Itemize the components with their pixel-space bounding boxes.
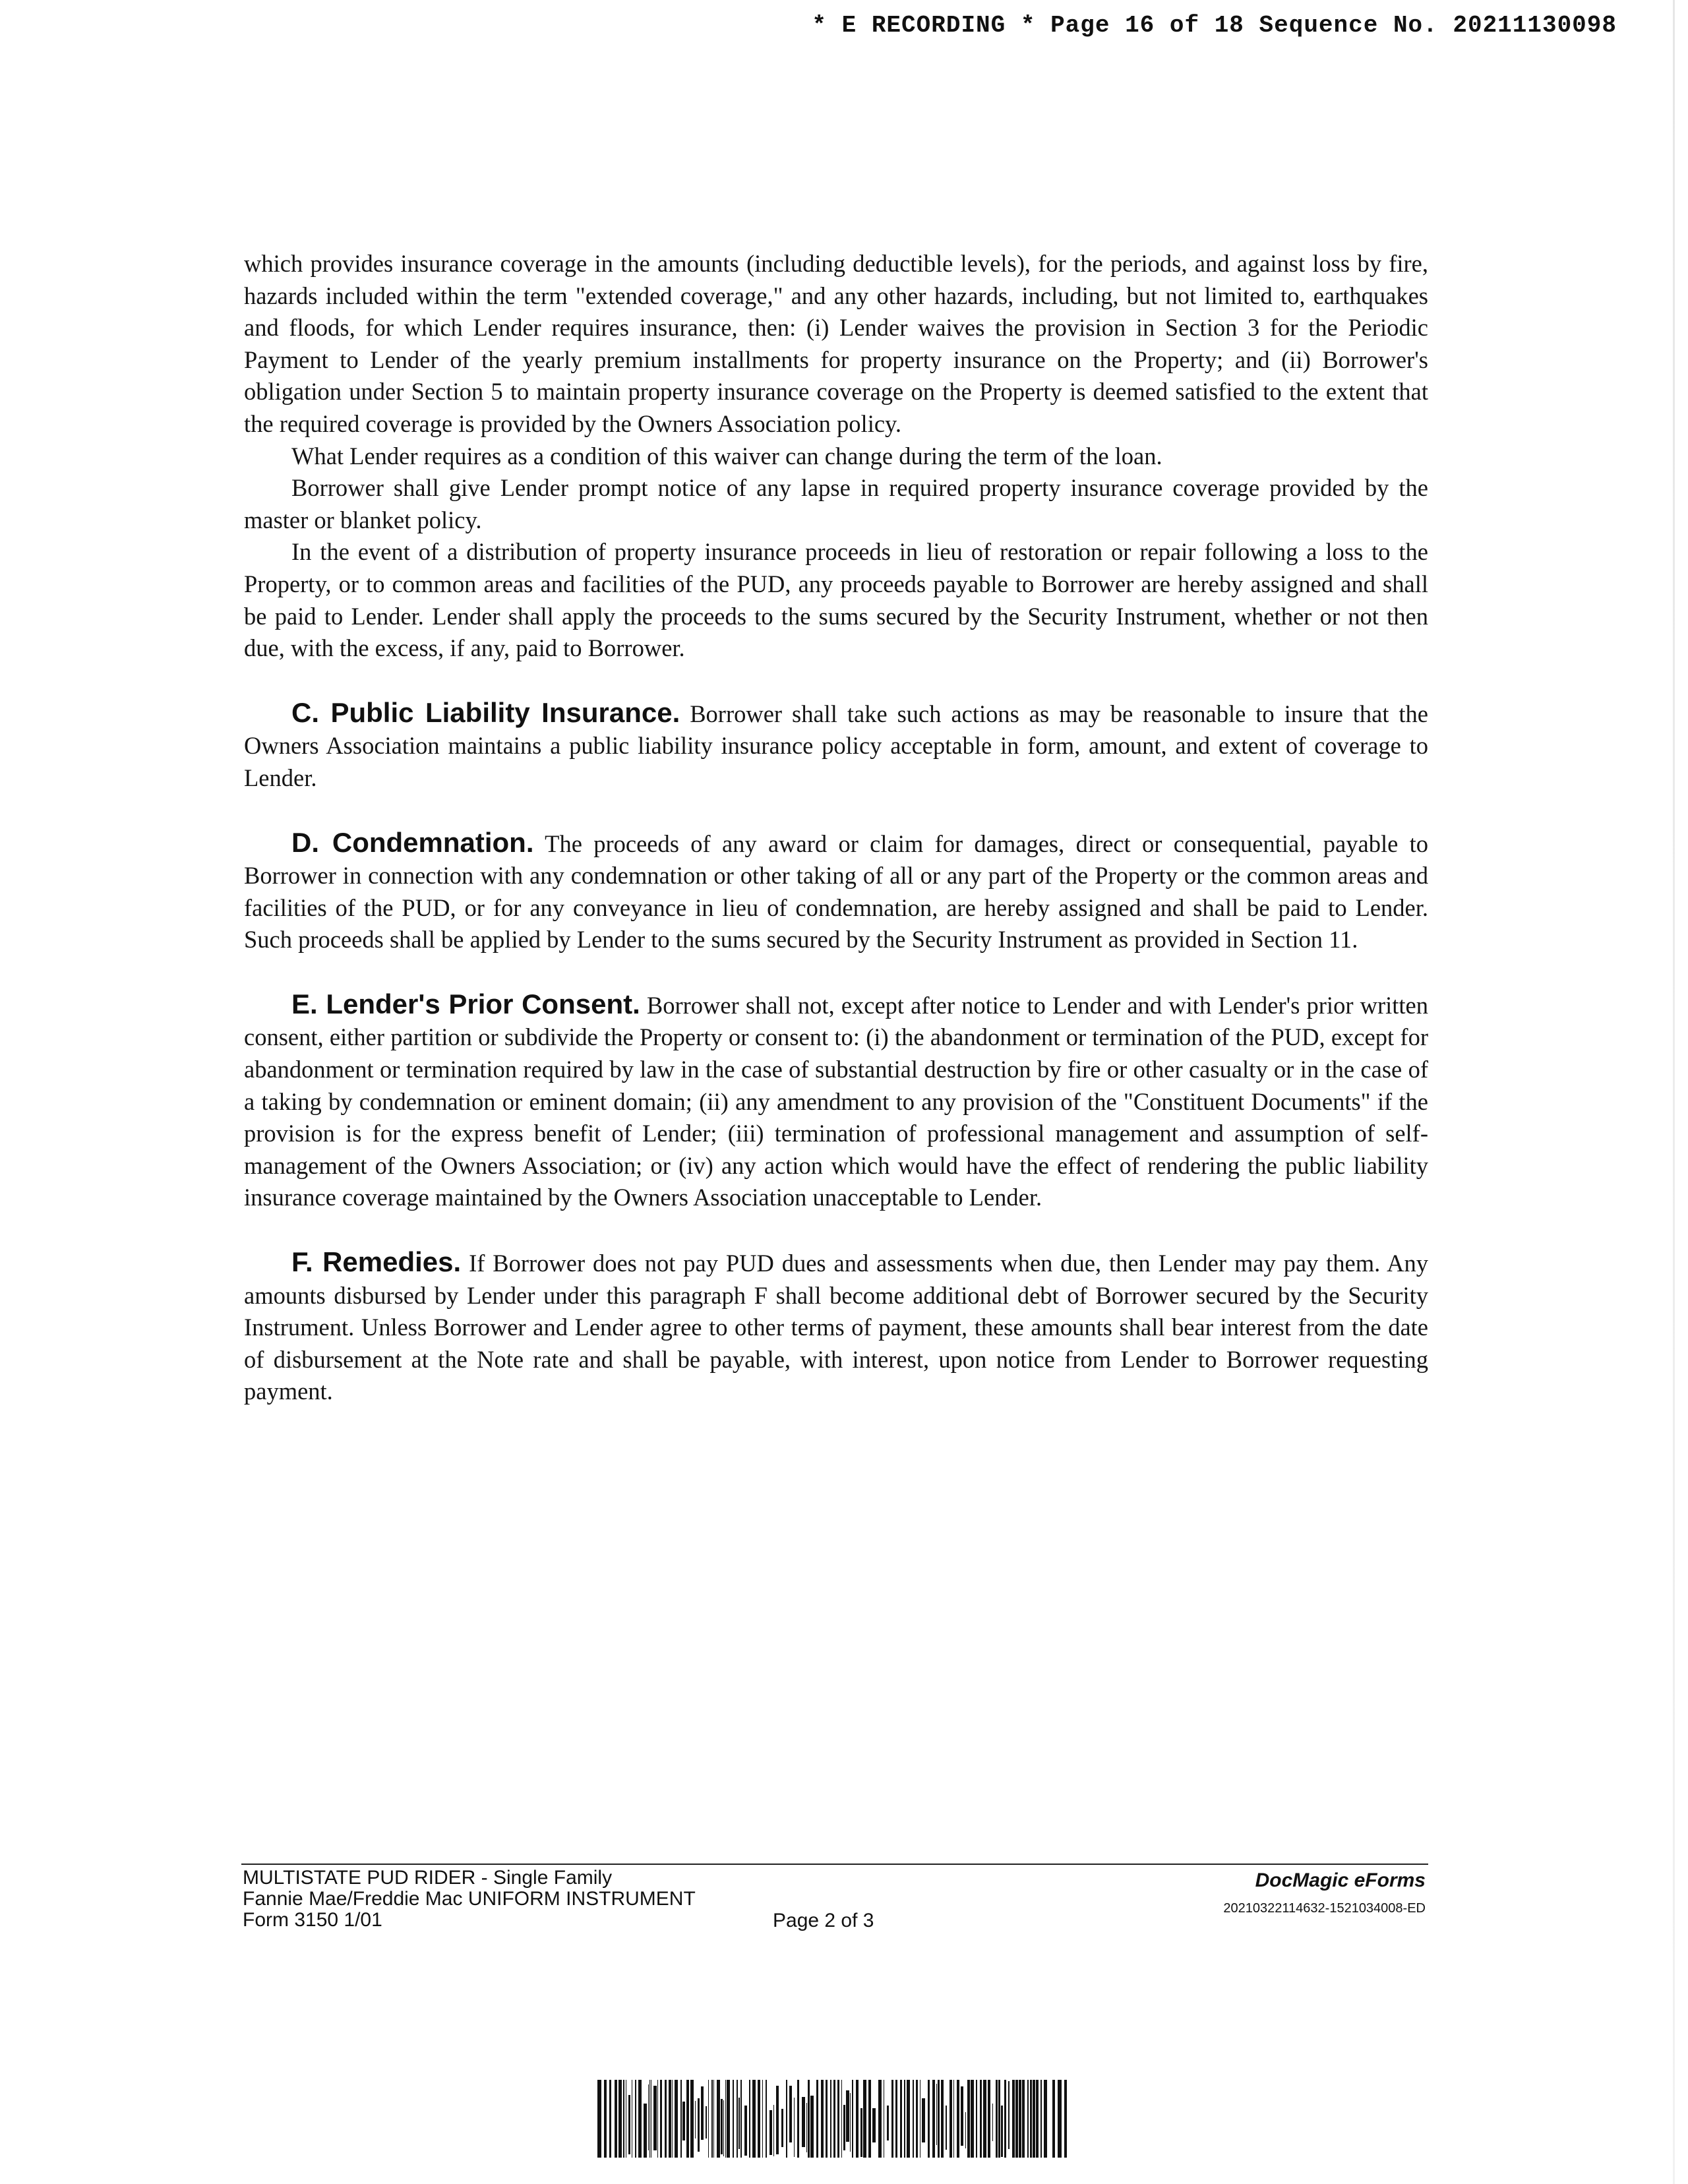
docmagic-logo: DocMagic eForms bbox=[1255, 1869, 1426, 1891]
paragraph-distribution: In the event of a distribution of property insurance proceeds in lieu of restoration or repair following a loss to the Property, or to common areas and facilities of the PUD, any proceeds payable to Borrower are hereby assigned and shall be paid to Lender. Lender shall apply the proceeds to the sums secured by the Security Instrument, whether or not then due, with the excess, if any, paid to Borrower. bbox=[244, 538, 1428, 662]
section-f-text: If Borrower does not pay PUD dues and assessments when due, then Lender may pay them. Any amounts disbursed by Lender under this paragraph F shall become additional debt of Borrower secured by the Security Instrument. Unless Borrower and Lender agree to other terms of payment, these amounts shall bear interest from the date of disbursement at the Note rate and shall be payable, with interest, upon notice from Lender to Borrower requesting payment. bbox=[244, 1250, 1428, 1405]
document-code: 20210322114632-1521034008-ED bbox=[1223, 1901, 1426, 1916]
section-d bbox=[244, 827, 1428, 956]
page-number: Page 2 of 3 bbox=[773, 1910, 874, 1931]
section-d-heading: D. Condemnation. bbox=[291, 826, 534, 858]
section-d-text: The proceeds of any award or claim for damages, direct or consequential, payable to Borrower in connection with any condemnation or other taking of all or any part of the Property or the common areas and facilities of the PUD, or for any conveyance in lieu of condemnation, are hereby assigned and shall be paid to Lender. Such proceeds shall be applied by Lender to the sums secured by the Security Instrument as provided in Section 11. bbox=[244, 830, 1428, 954]
brand-block bbox=[1223, 1870, 1426, 1919]
footer-line-1: MULTISTATE PUD RIDER - Single Family bbox=[243, 1867, 613, 1889]
section-f-heading: F. Remedies. bbox=[291, 1246, 462, 1278]
scan-edge-line bbox=[1673, 0, 1675, 2184]
section-e-text: Borrower shall not, except after notice to Lender and with Lender's prior written consent, either partition or subdivide the Property or consent to: (i) the abandonment or termination of the PUD, except for abandonment or termination required by law in the case of substantial destruction by fire or other casualty or in the case of a taking by condemnation or eminent domain; (ii) any amendment to any provision of the "Constituent Documents" if the provision is for the express benefit of Lender; (iii) termination of professional management and assumption of self-management of the Owners Association; or (iv) any action which would have the effect of rendering the public liability insurance coverage maintained by the Owners Association unacceptable to Lender. bbox=[244, 991, 1428, 1211]
paragraph-waiver: What Lender requires as a condition of this waiver can change during the term of the loan. bbox=[291, 442, 1162, 470]
section-c-heading: C. Public Liability Insurance. bbox=[291, 696, 680, 728]
form-identification bbox=[243, 1867, 696, 1931]
document-body bbox=[244, 248, 1428, 1408]
recording-header: * E RECORDING * Page 16 of 18 Sequence No. 20211130098 bbox=[812, 12, 1617, 39]
section-f bbox=[244, 1246, 1428, 1408]
barcode-icon bbox=[597, 2080, 1067, 2158]
form-footer bbox=[241, 1864, 1428, 1937]
section-e bbox=[244, 988, 1428, 1214]
section-c bbox=[244, 697, 1428, 795]
paragraph-continued: which provides insurance coverage in the amounts (including deductible levels), for the periods, and against loss by fire, hazards included within the term "extended coverage," and any other hazards, including, but not limited to, earthquakes and floods, for which Lender requires insurance, then: (i) Lender waives the provision in Section 3 for the Periodic Payment to Lender of the yearly premium installments for property insurance on the Property; and (ii) Borrower's obligation under Section 5 to maintain property insurance coverage on the Property is deemed satisfied to the extent that the required coverage is provided by the Owners Association policy. bbox=[244, 250, 1428, 437]
paragraph-notice: Borrower shall give Lender prompt notice of any lapse in required property insurance coverage provided by the master or blanket policy. bbox=[244, 474, 1428, 533]
section-e-heading: E. Lender's Prior Consent. bbox=[291, 988, 640, 1019]
section-c-text: Borrower shall take such actions as may be reasonable to insure that the Owners Association maintains a public liability insurance policy acceptable in form, amount, and extent of coverage to Lender. bbox=[244, 700, 1428, 791]
footer-line-2: Fannie Mae/Freddie Mac UNIFORM INSTRUMENT bbox=[243, 1888, 696, 1910]
footer-line-3: Form 3150 1/01 bbox=[243, 1909, 382, 1931]
